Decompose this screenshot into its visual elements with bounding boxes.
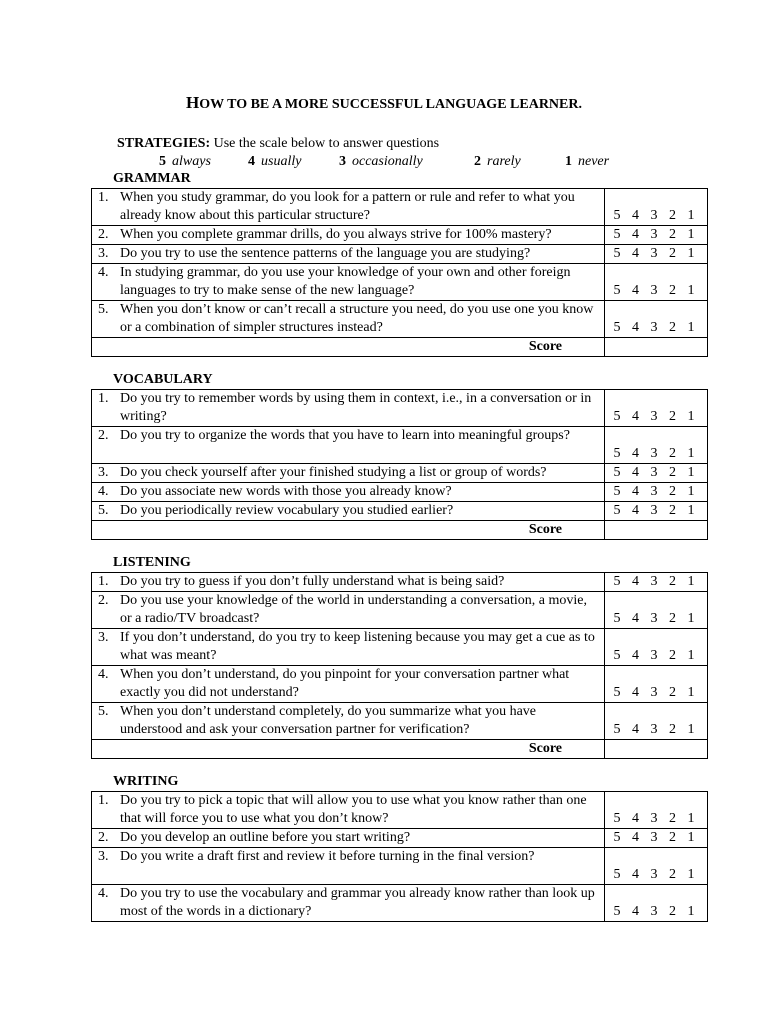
rating-scale[interactable]: 5 4 3 2 1 — [605, 885, 708, 922]
table-row: 4. Do you associate new words with those you already know? 5 4 3 2 1 — [92, 483, 708, 502]
question-text: Do you associate new words with those you already know? — [120, 484, 452, 499]
table-row: 4. In studying grammar, do you use your knowledge of your own and other foreign languages to try to make sense of the new language? 5 4 3 2 1 — [92, 264, 708, 301]
table-row: 2. When you complete grammar drills, do you always strive for 100% mastery? 5 4 3 2 1 — [92, 226, 708, 245]
question-text: Do you check yourself after your finished studying a list or group of words? — [120, 465, 547, 480]
rating-scale[interactable]: 5 4 3 2 1 — [605, 427, 708, 464]
question-text: Do you develop an outline before you start writing? — [120, 830, 411, 845]
rating-scale[interactable]: 5 4 3 2 1 — [605, 502, 708, 521]
table-row: 2. Do you develop an outline before you start writing? 5 4 3 2 1 — [92, 829, 708, 848]
section-title-vocabulary: VOCABULARY — [113, 372, 213, 387]
scale-item: 4 usually — [248, 154, 302, 169]
section-title-writing: WRITING — [113, 774, 179, 789]
table-row: 4. When you don’t understand, do you pinpoint for your conversation partner what exactly you did not understand? 5 4 3 2 1 — [92, 666, 708, 703]
scale-item: 1 never — [565, 154, 610, 169]
score-field[interactable] — [605, 521, 708, 540]
question-text: When you don’t understand completely, do you summarize what you have understood and ask your conversation partner for verification? — [120, 704, 537, 737]
page-title: HOW TO BE A MORE SUCCESSFUL LANGUAGE LEARNER. — [186, 93, 582, 112]
table-row: 1. Do you try to pick a topic that will allow you to use what you know rather than one that will force you to use what you don’t know? 5 4 3 2 1 — [92, 792, 708, 829]
table-row: 5. When you don’t understand completely, do you summarize what you have understood and ask your conversation partner for verification? 5 4 3 2 1 — [92, 703, 708, 740]
listening-table — [91, 572, 708, 759]
rating-scale[interactable]: 5 4 3 2 1 — [605, 829, 708, 848]
rating-scale[interactable]: 5 4 3 2 1 — [605, 483, 708, 502]
question-text: Do you try to pick a topic that will allow you to use what you know rather than one that will force you to use what you don’t know? — [120, 793, 587, 826]
rating-scale[interactable]: 5 4 3 2 1 — [605, 666, 708, 703]
rating-scale[interactable]: 5 4 3 2 1 — [605, 464, 708, 483]
rating-scale[interactable]: 5 4 3 2 1 — [605, 245, 708, 264]
section-title-grammar: GRAMMAR — [113, 171, 191, 186]
grammar-table — [91, 188, 708, 357]
question-text: Do you write a draft first and review it before turning in the final version? — [120, 849, 535, 864]
rating-scale[interactable]: 5 4 3 2 1 — [605, 189, 708, 226]
question-text: When you complete grammar drills, do you always strive for 100% mastery? — [120, 227, 552, 242]
table-row: 3. If you don’t understand, do you try to keep listening because you may get a cue as to what was meant? 5 4 3 2 1 — [92, 629, 708, 666]
table-row: 2. Do you use your knowledge of the world in understanding a conversation, a movie, or a radio/TV broadcast? 5 4 3 2 1 — [92, 592, 708, 629]
rating-scale[interactable]: 5 4 3 2 1 — [605, 792, 708, 829]
score-label: Score — [92, 740, 605, 759]
score-label: Score — [92, 521, 605, 540]
table-row: 1. When you study grammar, do you look for a pattern or rule and refer to what you already know about this particular structure? 5 4 3 2 1 — [92, 189, 708, 226]
rating-scale[interactable]: 5 4 3 2 1 — [605, 573, 708, 592]
question-text: If you don’t understand, do you try to keep listening because you may get a cue as to what was meant? — [120, 630, 595, 663]
score-row — [92, 521, 708, 540]
table-row: 2. Do you try to organize the words that you have to learn into meaningful groups? 5 4 3 2 1 — [92, 427, 708, 464]
question-text: Do you try to use the sentence patterns of the language you are studying? — [120, 246, 531, 261]
scale-legend — [159, 153, 659, 171]
rating-scale[interactable]: 5 4 3 2 1 — [605, 390, 708, 427]
strategies-text: Use the scale below to answer questions — [213, 136, 440, 151]
scale-item: 3 occasionally — [339, 154, 423, 169]
rating-scale[interactable]: 5 4 3 2 1 — [605, 848, 708, 885]
question-text: When you don’t know or can’t recall a structure you need, do you use one you know or a combination of simpler structures instead? — [120, 302, 594, 335]
question-text: Do you try to organize the words that you have to learn into meaningful groups? — [120, 428, 570, 443]
rating-scale[interactable]: 5 4 3 2 1 — [605, 301, 708, 338]
strategies-label: STRATEGIES: — [117, 136, 211, 151]
score-field[interactable] — [605, 740, 708, 759]
score-field[interactable] — [605, 338, 708, 357]
table-row: 5. Do you periodically review vocabulary you studied earlier? 5 4 3 2 1 — [92, 502, 708, 521]
score-label: Score — [92, 338, 605, 357]
writing-table — [91, 791, 708, 922]
question-text: In studying grammar, do you use your knowledge of your own and other foreign languages to try to make sense of the new language? — [120, 265, 571, 298]
strategies-instructions — [117, 135, 439, 153]
table-row: 3. Do you try to use the sentence patterns of the language you are studying? 5 4 3 2 1 — [92, 245, 708, 264]
rating-scale[interactable]: 5 4 3 2 1 — [605, 226, 708, 245]
question-text: When you study grammar, do you look for a pattern or rule and refer to what you already know about this particular structure? — [120, 190, 575, 223]
question-text: Do you periodically review vocabulary you studied earlier? — [120, 503, 454, 518]
scale-item: 2 rarely — [474, 154, 521, 169]
vocabulary-table — [91, 389, 708, 540]
table-row: 5. When you don’t know or can’t recall a structure you need, do you use one you know or a combination of simpler structures instead? 5 4 3 2 1 — [92, 301, 708, 338]
table-row: 3. Do you write a draft first and review it before turning in the final version? 5 4 3 2 1 — [92, 848, 708, 885]
table-row: 1. Do you try to remember words by using them in context, i.e., in a conversation or in writing? 5 4 3 2 1 — [92, 390, 708, 427]
rating-scale[interactable]: 5 4 3 2 1 — [605, 629, 708, 666]
question-text: When you don’t understand, do you pinpoint for your conversation partner what exactly you did not understand? — [120, 667, 570, 700]
table-row: 3. Do you check yourself after your finished studying a list or group of words? 5 4 3 2 1 — [92, 464, 708, 483]
table-row: 4. Do you try to use the vocabulary and grammar you already know rather than look up most of the words in a dictionary? 5 4 3 2 1 — [92, 885, 708, 922]
score-row — [92, 740, 708, 759]
rating-scale[interactable]: 5 4 3 2 1 — [605, 264, 708, 301]
score-row — [92, 338, 708, 357]
question-text: Do you try to guess if you don’t fully understand what is being said? — [120, 574, 505, 589]
scale-item: 5 always — [159, 154, 211, 169]
question-text: Do you try to remember words by using them in context, i.e., in a conversation or in writing? — [120, 391, 592, 424]
question-text: Do you try to use the vocabulary and grammar you already know rather than look up most of the words in a dictionary? — [120, 886, 595, 919]
section-title-listening: LISTENING — [113, 555, 191, 570]
rating-scale[interactable]: 5 4 3 2 1 — [605, 592, 708, 629]
rating-scale[interactable]: 5 4 3 2 1 — [605, 703, 708, 740]
table-row: 1. Do you try to guess if you don’t fully understand what is being said? 5 4 3 2 1 — [92, 573, 708, 592]
question-text: Do you use your knowledge of the world in understanding a conversation, a movie, or a radio/TV broadcast? — [120, 593, 587, 626]
